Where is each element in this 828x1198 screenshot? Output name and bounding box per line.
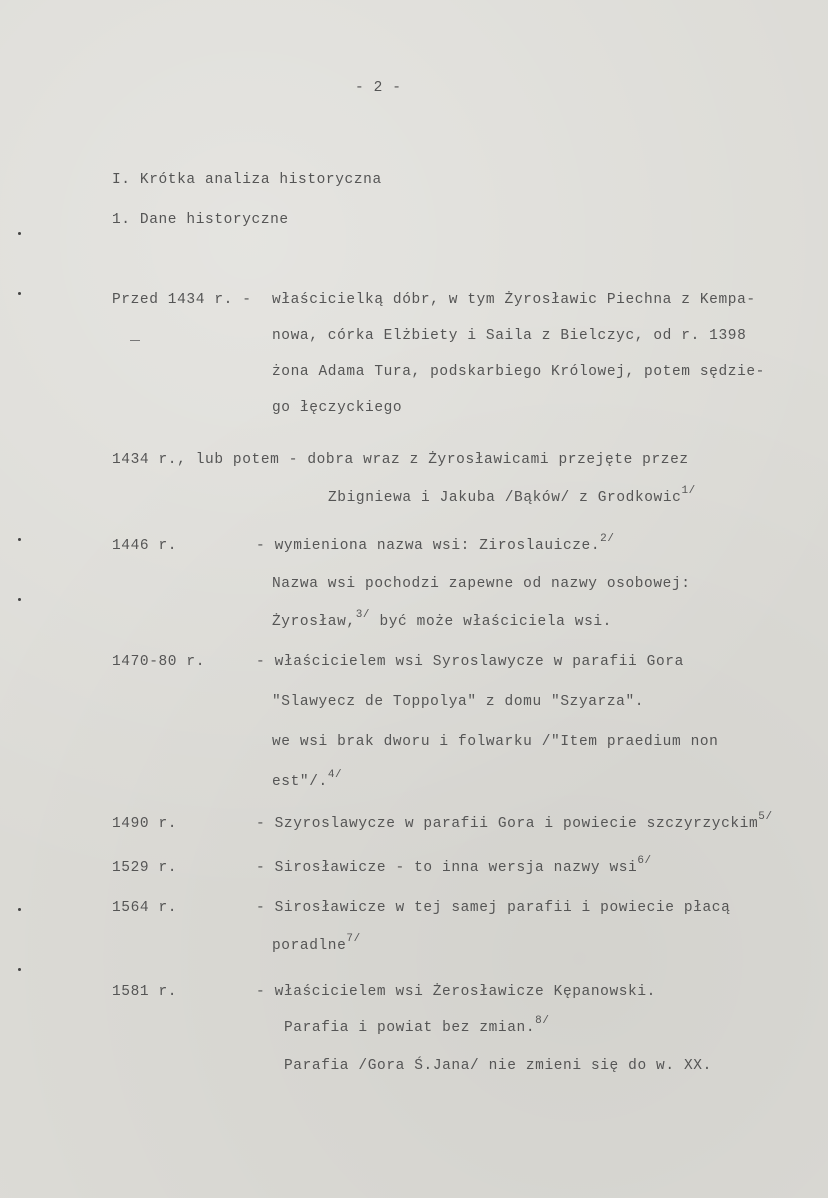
entry-line: - właścicielem wsi Syroslawycze w parafii Gora (256, 654, 684, 670)
entry-line-text: - Sirosławicze - to inna wersja nazwy wsi (256, 860, 638, 876)
entry-line: "Slawyecz de Toppolya" z domu "Szyarza". (272, 694, 645, 710)
entry-line: - właścicielem wsi Żerosławicze Kępanowski. (256, 984, 656, 1000)
entry-line-text: - wymieniona nazwa wsi: Ziroslauicze. (256, 538, 601, 554)
entry-line (256, 533, 615, 554)
footnote-ref: 8/ (535, 1015, 550, 1027)
margin-dot (18, 908, 21, 911)
entry-line: - Sirosławicze w tej samej parafii i powiecie płacą (256, 900, 731, 916)
entry-date: 1490 r. (112, 816, 178, 832)
page-number: - 2 - (355, 80, 402, 96)
entry-date: 1434 r., lub potem - dobra wraz z Żyrosławicami przejęte przez (112, 452, 689, 468)
footnote-ref: 4/ (327, 769, 343, 781)
entry-line-text: być może właściciela wsi. (379, 614, 612, 630)
footnote-ref: 1/ (681, 485, 696, 497)
entry-line-text: est"/. (272, 774, 328, 790)
section-title: I. Krótka analiza historyczna (112, 172, 382, 188)
entry-date: 1470-80 r. (112, 654, 206, 670)
entry-line (272, 933, 361, 954)
entry-line (256, 811, 773, 832)
subsection-title: 1. Dane historyczne (112, 212, 289, 228)
entry-date: Przed 1434 r. - (112, 292, 252, 308)
entry-line-text: Parafia i powiat bez zmian. (284, 1020, 536, 1036)
entry-date: 1446 r. (112, 538, 178, 554)
entry-line: go łęczyckiego (272, 400, 403, 416)
entry-line (272, 609, 612, 630)
entry-line: żona Adama Tura, podskarbiego Królowej, potem sędzie- (272, 364, 765, 380)
footnote-ref: 2/ (600, 533, 615, 545)
entry-line-text: - Szyroslawycze w parafii Gora i powiecie szczyrzyckim (256, 816, 759, 832)
entry-date: 1564 r. (112, 900, 178, 916)
footnote-ref: 6/ (637, 855, 652, 867)
entry-line (272, 769, 343, 790)
entry-line: nowa, córka Elżbiety i Saila z Bielczyc, od r. 1398 (272, 328, 747, 344)
footnote-ref: 5/ (758, 811, 773, 823)
margin-dot (18, 292, 21, 295)
margin-dot (18, 538, 21, 541)
footnote-ref: 3/ (355, 609, 371, 621)
entry-line-text: Zbigniewa i Jakuba /Bąków/ z Grodkowic (328, 490, 682, 506)
entry-date: 1529 r. (112, 860, 178, 876)
entry-date: 1581 r. (112, 984, 178, 1000)
margin-dot (18, 232, 21, 235)
entry-line (256, 855, 652, 876)
margin-dot (18, 598, 21, 601)
margin-dash (130, 340, 140, 341)
entry-line: właścicielką dóbr, w tym Żyrosławic Piechna z Kempa- (272, 292, 756, 308)
entry-line: Nazwa wsi pochodzi zapewne od nazwy osobowej: (272, 576, 691, 592)
margin-dot (18, 968, 21, 971)
entry-line-text: Żyrosław, (272, 614, 356, 630)
entry-line (284, 1015, 550, 1036)
entry-line (328, 485, 696, 506)
entry-line: we wsi brak dworu i folwarku /"Item praedium non (272, 734, 719, 750)
footnote-ref: 7/ (346, 933, 361, 945)
entry-line-text: poradlne (272, 938, 347, 954)
entry-line: Parafia /Gora Ś.Jana/ nie zmieni się do w. XX. (284, 1058, 712, 1074)
